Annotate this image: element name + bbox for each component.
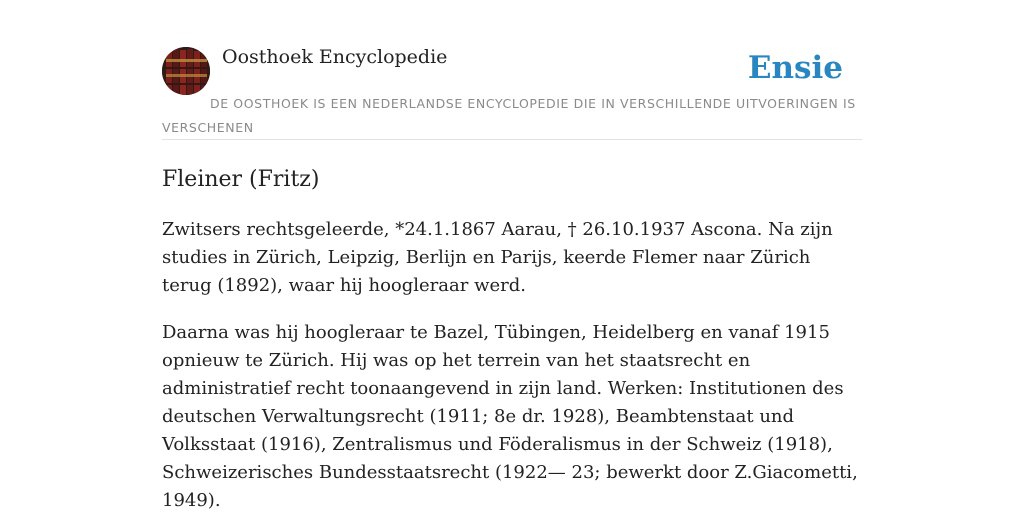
source-header — [162, 44, 862, 140]
article-body — [162, 216, 862, 512]
article-title: Fleiner (Fritz) — [162, 167, 320, 192]
ensie-logo[interactable]: Ensie — [747, 50, 843, 86]
book-spines-icon — [162, 47, 210, 95]
source-avatar[interactable] — [162, 47, 210, 95]
source-name[interactable]: Oosthoek Encyclopedie — [222, 46, 448, 68]
source-tagline: DE OOSTHOEK IS EEN NEDERLANDSE ENCYCLOPEDIE DIE IN VERSCHILLENDE UITVOERINGEN IS VERSCHENEN — [162, 96, 856, 135]
article-paragraph: Daarna was hij hoogleraar te Bazel, Tübingen, Heidelberg en vanaf 1915 opnieuw te Zürich. Hij was op het terrein van het staatsrecht en administratief recht toonaangevend in zijn land. Werken: Institutionen des deutschen Verwaltungsrecht (1911; 8e dr. 1928), Beambtenstaat und Volksstaat (1916), Zentralismus und Föderalismus in der Schweiz (1918), Schweizerisches Bundesstaatsrecht (1922— 23; bewerkt door Z.Giacometti, 1949). — [162, 322, 858, 511]
article-card — [162, 44, 862, 512]
article-paragraph: Zwitsers rechtsgeleerde, *24.1.1867 Aarau, † 26.10.1937 Ascona. Na zijn studies in Zürich, Leipzig, Berlijn en Parijs, keerde Flemer naar Zürich terug (1892), waar hij hoogleraar werd. — [162, 219, 833, 296]
